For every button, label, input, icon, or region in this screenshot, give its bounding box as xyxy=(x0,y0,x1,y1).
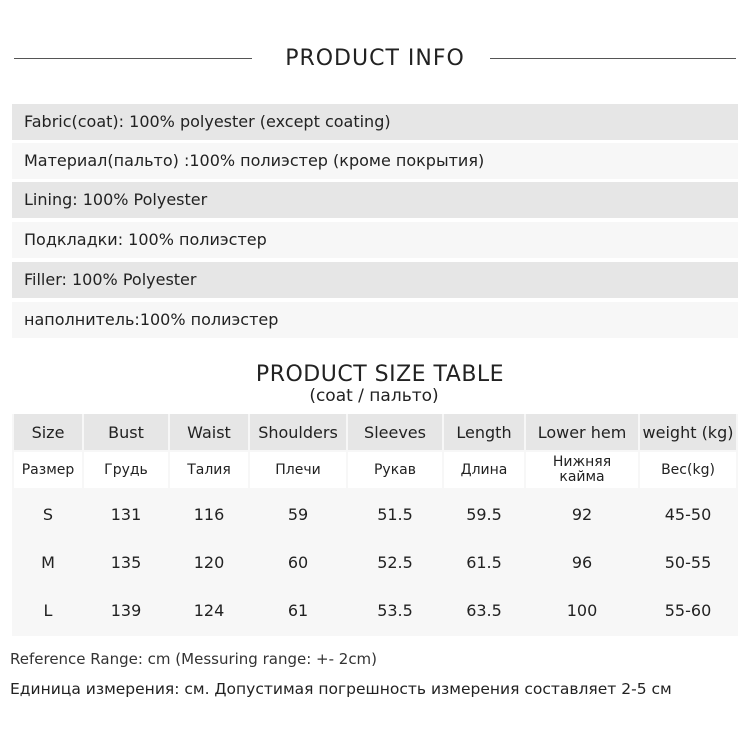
reference-range-note: Reference Range: cm (Messuring range: +- 2cm) xyxy=(10,650,378,668)
header-weight: weight (kg) xyxy=(640,414,736,450)
table-cell: 120 xyxy=(193,552,225,572)
table-cell: 135 xyxy=(110,552,142,572)
size-table xyxy=(12,414,738,636)
table-cell: 63.5 xyxy=(466,600,502,620)
table-cell: 50-55 xyxy=(664,552,712,572)
info-row-lining: Lining: 100% Polyester xyxy=(12,182,738,218)
table-cell: 96 xyxy=(571,552,593,572)
table-cell: 139 xyxy=(110,600,142,620)
header-sleeves: Sleeves xyxy=(348,414,442,450)
header-divider-right xyxy=(490,58,736,59)
info-row-lining-ru: Подкладки: 100% полиэстер xyxy=(12,222,738,258)
header-waist-ru: Талия xyxy=(170,452,248,488)
header-size: Size xyxy=(14,414,82,450)
table-cell: 100 xyxy=(566,600,598,620)
header-lower-hem-ru: Нижняя кайма xyxy=(526,452,638,488)
table-cell: 53.5 xyxy=(377,600,413,620)
size-table-subtitle: (coat / пальто) xyxy=(309,386,439,406)
header-length: Length xyxy=(444,414,524,450)
info-row-fabric-ru: Материал(пальто) :100% полиэстер (кроме покрытия) xyxy=(12,143,738,179)
table-cell: 124 xyxy=(193,600,225,620)
table-cell: 52.5 xyxy=(377,552,413,572)
header-length-ru: Длина xyxy=(444,452,524,488)
table-cell: 59 xyxy=(287,504,309,524)
table-cell: 45-50 xyxy=(664,504,712,524)
table-cell: 61 xyxy=(287,600,309,620)
table-cell: 55-60 xyxy=(664,600,712,620)
table-cell: 59.5 xyxy=(466,504,502,524)
header-bust: Bust xyxy=(84,414,168,450)
table-cell: 131 xyxy=(110,504,142,524)
header-bust-ru: Грудь xyxy=(84,452,168,488)
reference-range-note-ru: Единица измерения: см. Допустимая погрешность измерения составляет 2-5 см xyxy=(10,680,672,698)
product-info-title: PRODUCT INFO xyxy=(285,46,465,71)
header-lower-hem: Lower hem xyxy=(526,414,638,450)
table-cell: 51.5 xyxy=(377,504,413,524)
info-row-filler: Filler: 100% Polyester xyxy=(12,262,738,298)
header-weight-ru: Вес(kg) xyxy=(640,452,736,488)
header-shoulders: Shoulders xyxy=(250,414,346,450)
info-row-fabric: Fabric(coat): 100% polyester (except coating) xyxy=(12,104,738,140)
table-cell: S xyxy=(42,504,54,524)
size-table-title: PRODUCT SIZE TABLE xyxy=(255,362,505,387)
header-shoulders-ru: Плечи xyxy=(250,452,346,488)
table-cell: 61.5 xyxy=(466,552,502,572)
table-cell: 60 xyxy=(287,552,309,572)
header-size-ru: Размер xyxy=(14,452,82,488)
header-waist: Waist xyxy=(170,414,248,450)
product-info-header xyxy=(0,44,750,76)
table-cell: 116 xyxy=(193,504,225,524)
table-cell: M xyxy=(41,552,55,572)
table-cell: L xyxy=(43,600,53,620)
header-sleeves-ru: Рукав xyxy=(348,452,442,488)
info-row-filler-ru: наполнитель:100% полиэстер xyxy=(12,302,738,338)
table-cell: 92 xyxy=(571,504,593,524)
